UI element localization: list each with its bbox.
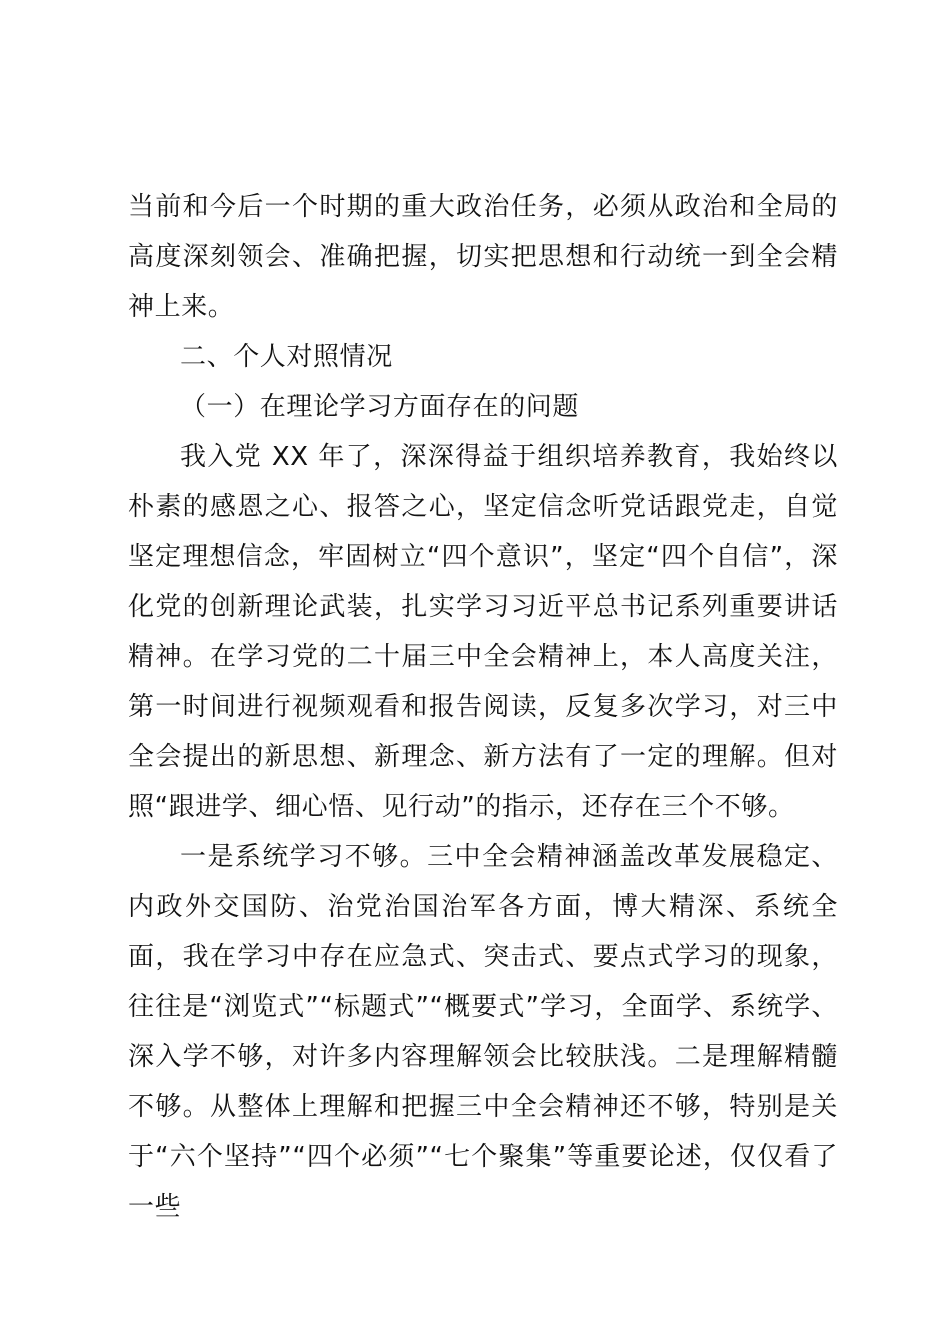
document-body: [128, 182, 838, 1232]
paragraph-continuation: 当前和今后一个时期的重大政治任务，必须从政治和全局的高度深刻领会、准确把握，切实把思想和行动统一到全会精神上来。: [128, 192, 838, 322]
section-heading: 二、个人对照情况: [180, 342, 393, 372]
paragraph-party-study: 我入党 XX 年了，深深得益于组织培养教育，我始终以朴素的感恩之心、报答之心，坚定信念听党话跟党走，自觉坚定理想信念，牢固树立“四个意识”，坚定“四个自信”，深化党的创新理论武装，扎实学习习近平总书记系列重要讲话精神。在学习党的二十届三中全会精神上，本人高度关注，第一时间进行视频观看和报告阅读，反复多次学习，对三中全会提出的新思想、新理念、新方法有了一定的理解。但对照“跟进学、细心悟、见行动”的指示，还存在三个不够。: [128, 442, 838, 822]
paragraph-shortcomings: 一是系统学习不够。三中全会精神涵盖改革发展稳定、内政外交国防、治党治国治军各方面，博大精深、系统全面，我在学习中存在应急式、突击式、要点式学习的现象，往往是“浏览式”“标题式”“概要式”学习，全面学、系统学、深入学不够，对许多内容理解领会比较肤浅。二是理解精髓不够。从整体上理解和把握三中全会精神还不够，特别是关于“六个坚持”“四个必须”“七个聚集”等重要论述，仅仅看了一些: [128, 842, 838, 1222]
subsection-heading: （一）在理论学习方面存在的问题: [180, 392, 580, 422]
